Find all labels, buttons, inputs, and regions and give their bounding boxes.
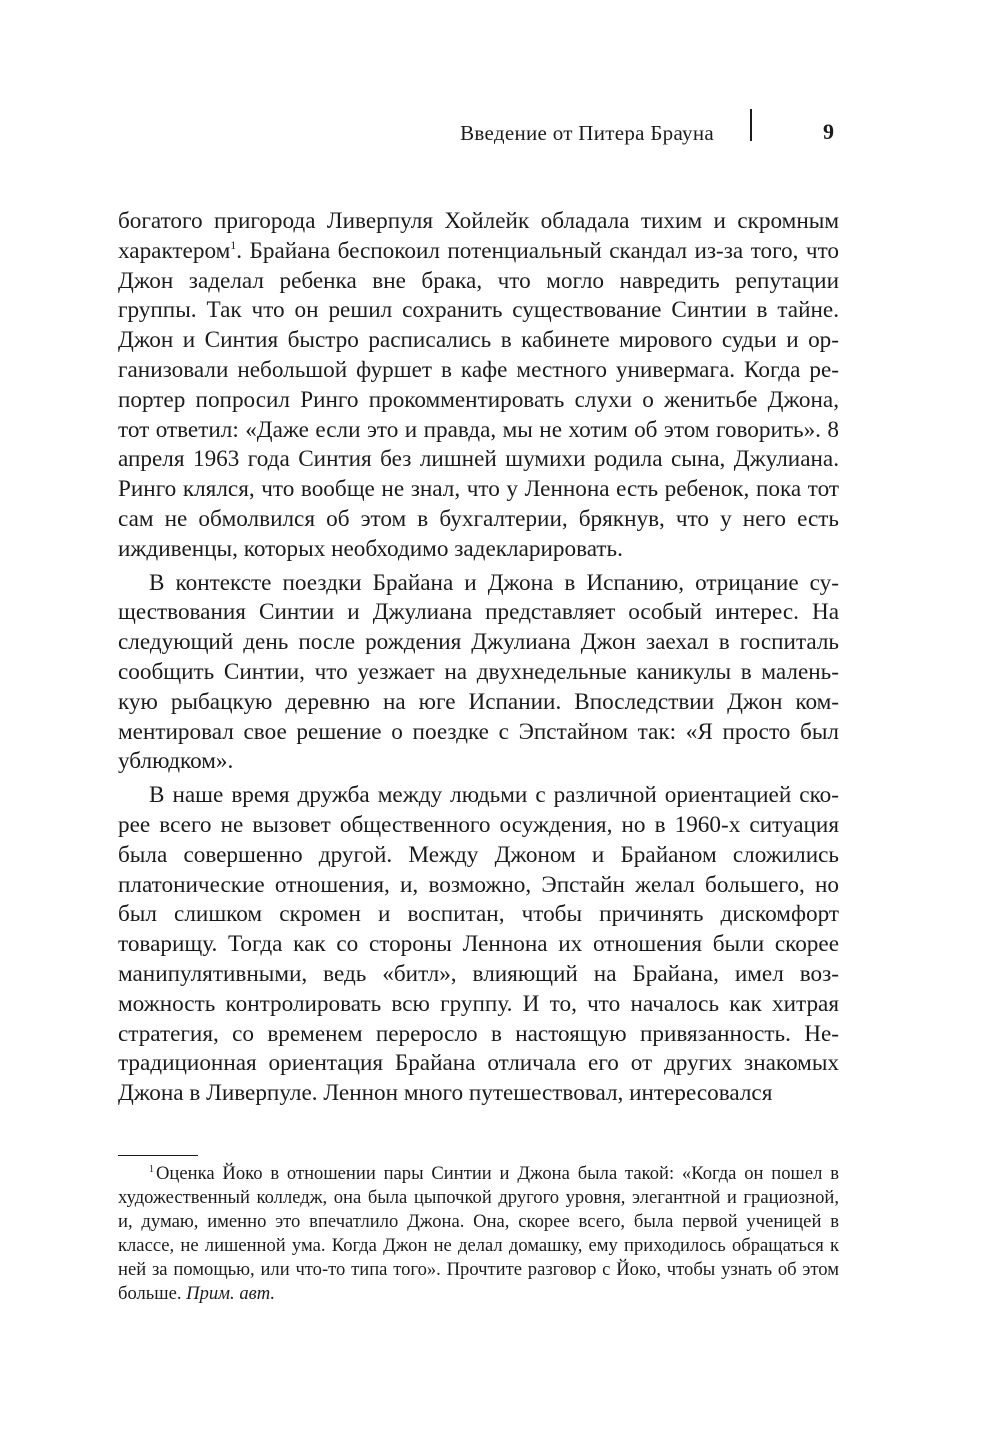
footnote-author-note: Прим. авт. — [186, 1283, 276, 1305]
paragraph-1-start: богатого пригорода Ливерпуля Хойлейк обладала тихим и скромным характером — [118, 208, 839, 264]
running-header — [0, 117, 986, 147]
footnote-text: Оценка Йоко в отношении пары Синтии и Джона была такой: «Когда он пошел в художественный колледж, она была цыпочкой другого уровня, элегантной и грациозной, и, думаю, именно это впечатлило Джона. Она, скорее всего, была первой ученицей в классе, не лишенной ума. Когда Джон не делал домашку, ему приходилось обращаться к ней за помощью, или что-то типа того». Прочтите разговор с Йоко, чтобы узнать об этом больше. — [118, 1163, 839, 1305]
paragraph-1-rest: . Брайана беспокоил потенциальный скандал из-за того, что Джон заделал ребенка вне брака, что могло навредить репутации группы. Так что он решил сохранить существование Синтии в тайне. Джон и Синтия быстро расписались в кабинете мирового судьи и организовали небольшой фуршет в кафе местного универмага. Когда репортер попросил Ринго прокомментировать слухи о женитьбе Джона, тот ответил: «Даже если это и правда, мы не хотим об этом говорить». 8 апреля 1963 года Синтия без лишней шумихи родила сына, Джулиана. Ринго клялся, что вообще не знал, что у Леннона есть ребенок, пока тот сам не обмолвился об этом в бухгалтерии, брякнув, что у него есть иждивенцы, которых необходимо задекларировать. — [118, 237, 839, 562]
footnote-divider — [118, 1155, 198, 1156]
header-divider — [750, 109, 752, 141]
main-text — [118, 207, 839, 1109]
paragraph-3: В наше время дружба между людьми с различной ориентацией скорее всего не вызовет общественного осуждения, но в 1960-х ситуация была совершенно другой. Между Джоном и Брайаном сложились платонические отношения, и, возможно, Эпстайн желал большего, но был слишком скромен и воспитан, чтобы причинять дискомфорт товарищу. Тогда как со стороны Леннона их отношения были скорее манипулятивными, ведь «битл», влияющий на Брайана, имел возможность контролировать всю группу. И то, что началось как хитрая стратегия, со временем переросло в настоящую привязанность. Нетрадиционная ориентация Брайана отличала его от других знакомых Джона в Ливерпуле. Леннон много путешествовал, интересовался — [118, 782, 839, 1107]
footnote-mark: 1 — [149, 1164, 154, 1175]
page-number: 9 — [823, 119, 834, 144]
footnote — [118, 1162, 839, 1307]
footnote-reference[interactable]: 1 — [230, 237, 237, 252]
paragraph-1 — [118, 207, 839, 565]
paragraph-2: В контексте поездки Брайана и Джона в Испанию, отрицание существования Синтии и Джулиана представляет особый интерес. На следующий день после рождения Джулиана Джон заехал в госпиталь сообщить Синтии, что уезжает на двухнедельные каникулы в маленькую рыбацкую деревню на юге Испании. Впоследствии Джон комментировал свое решение о поездке с Эпстайном так: «Я просто был ублюдком». — [118, 569, 839, 775]
running-title: Введение от Питера Брауна — [460, 121, 714, 145]
